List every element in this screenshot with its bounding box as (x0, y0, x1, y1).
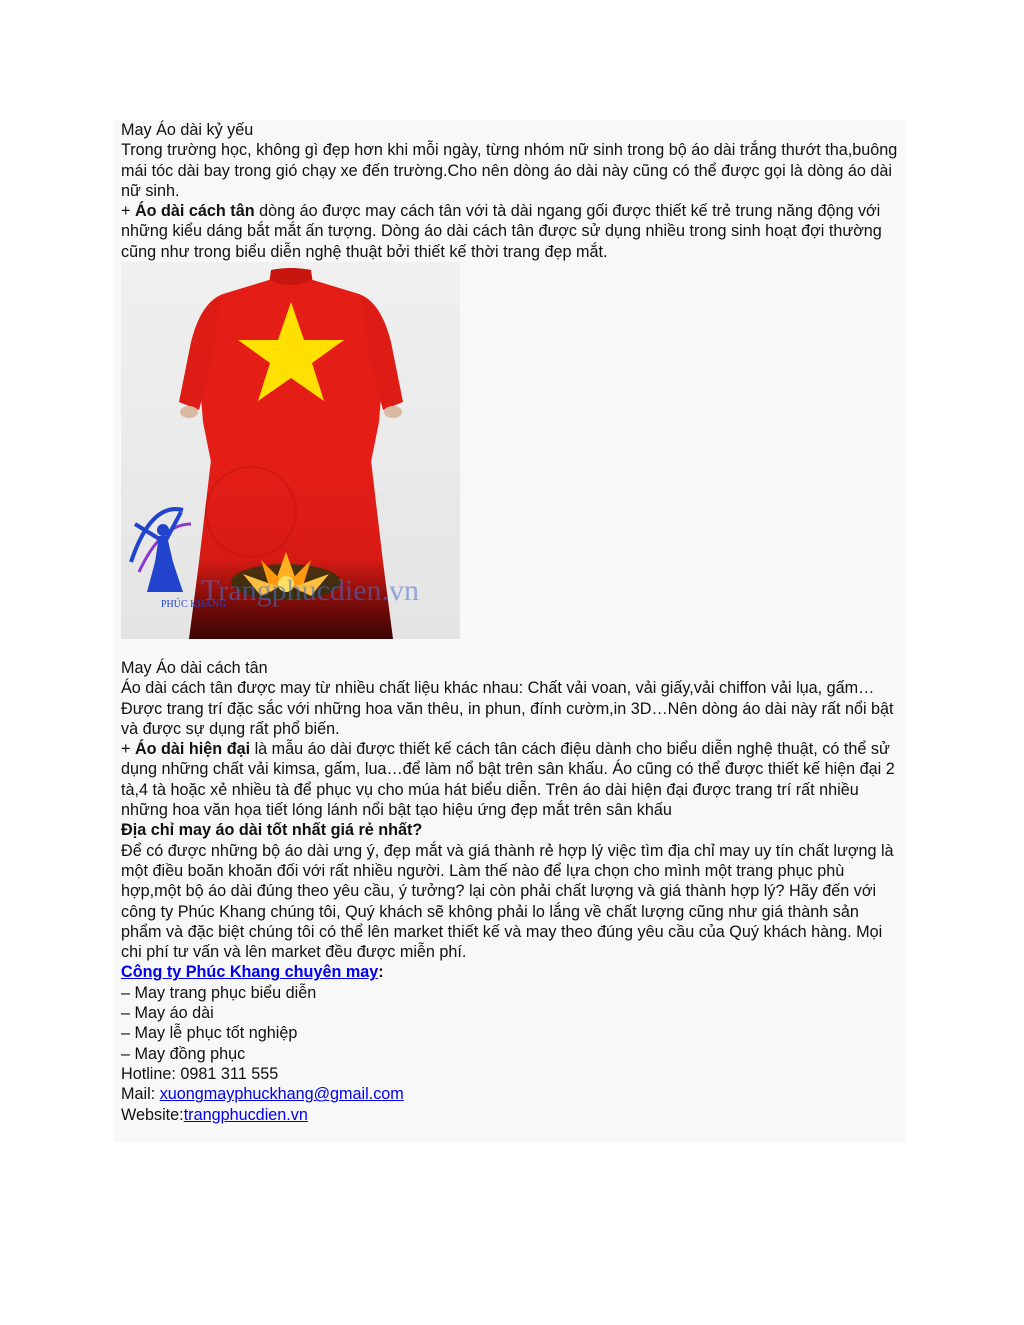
dress-illustration (121, 262, 460, 639)
company-link[interactable]: Công ty Phúc Khang chuyên may (121, 963, 379, 982)
bullet-bold-term: Áo dài cách tân (134, 202, 255, 221)
dress-photo (121, 262, 460, 639)
bullet-description: dòng áo được may cách tân với tà dài ngang gối được thiết kế trẻ trung năng động với những kiểu dáng bắt mắt ấn tượng. Dòng áo dài cách tân được sử dụng nhiều trong sinh hoạt đợi thường cũng như trong biểu diễn nghệ thuật bởi thiết kế thời trang đẹp mắt. (121, 202, 882, 261)
service-item: – May áo dài (121, 1004, 214, 1023)
bullet-bold-term: Áo dài hiện đại (134, 740, 251, 759)
mail-link[interactable]: xuongmayphuckhang@gmail.com (159, 1085, 404, 1104)
service-item: – May đồng phục (121, 1044, 246, 1063)
mail-line (121, 1084, 901, 1104)
bullet-prefix: + (121, 740, 135, 759)
address-question-text: Địa chỉ may áo dài tốt nhất giá rẻ nhất? (121, 821, 423, 840)
mail-label: Mail: (121, 1085, 160, 1104)
website-line (121, 1105, 901, 1125)
service-item: – May trang phục biểu diễn (121, 983, 317, 1002)
watermark-brand: PHÚC KHANG (161, 599, 227, 610)
document-content (114, 120, 906, 1142)
bullet-ao-dai-hien-dai (121, 739, 901, 820)
address-question-heading (121, 820, 901, 840)
watermark-site: Trangphucdien.vn (201, 574, 420, 607)
company-line (121, 962, 901, 982)
section-heading-cach-tan: May Áo dài cách tân (121, 659, 268, 677)
website-label: Website: (121, 1105, 184, 1124)
company-colon: : (378, 963, 384, 982)
bullet-ao-dai-cach-tan (121, 201, 901, 262)
service-item: – May lễ phục tốt nghiệp (121, 1024, 298, 1043)
paragraph-cach-tan: Áo dài cách tân được may từ nhiều chất liệu khác nhau: Chất vải voan, vải giấy,vải chiffon vải lụa, gấm…Được trang trí đặc sắc với những hoa văn thêu, in phun, đính cườm,in 3D…Nên dòng áo dài này rất nổi bật và được sự dụng rất phổ biến. (121, 679, 894, 738)
text-block-bottom (121, 658, 901, 1125)
text-block-top (121, 120, 901, 262)
website-link[interactable]: trangphucdien.vn (183, 1105, 308, 1124)
hotline: Hotline: 0981 311 555 (121, 1064, 279, 1083)
paragraph-ky-yeu: Trong trường học, không gì đẹp hơn khi mỗi ngày, từng nhóm nữ sinh trong bộ áo dài trắng thướt tha,buông mái tóc dài bay trong gió chạy xe đến trường.Cho nên dòng áo dài này cũng có thể được gọi là dòng áo dài nữ sinh. (121, 141, 898, 200)
section-heading-ky-yeu: May Áo dài kỷ yếu (121, 121, 254, 139)
bullet-description: là mẫu áo dài được thiết kế cách tân cách điệu dành cho biểu diễn nghệ thuật, có thể sử dụng những chất vải kimsa, gấm, lua…để làm nổ bật trên sân khấu. Áo cũng có thể được thiết kế hiện đại 2 tà,4 tà hoặc xẻ nhiều tà để phục vụ cho múa hát biểu diễn. Trên áo dài hiện đại được trang trí rất nhiều những hoa văn họa tiết lóng lánh nổi bật tạo hiệu ứng đẹp mắt trên sân khấu (121, 740, 895, 820)
bullet-prefix: + (121, 202, 135, 221)
paragraph-address: Để có được những bộ áo dài ưng ý, đẹp mắt và giá thành rẻ hợp lý việc tìm địa chỉ may uy tín chất lượng là một điều boăn khoăn đối với rất nhiều người. Làm thế nào để lựa chọn cho mình một trang phục phù hợp,một bộ áo dài đúng theo yêu cầu, ý tưởng? lại còn phải chất lượng và giá thành hợp lý? Hãy đến với công ty Phúc Khang chúng tôi, Quý khách sẽ không phải lo lắng về chất lượng cũng như giá thành sản phẩm và đặc biệt chúng tôi có thể lên market thiết kế và may theo đúng yêu cầu của Quý khách hàng. Mọi chi phí tư vấn và lên market đều được miễn phí. (121, 841, 894, 962)
